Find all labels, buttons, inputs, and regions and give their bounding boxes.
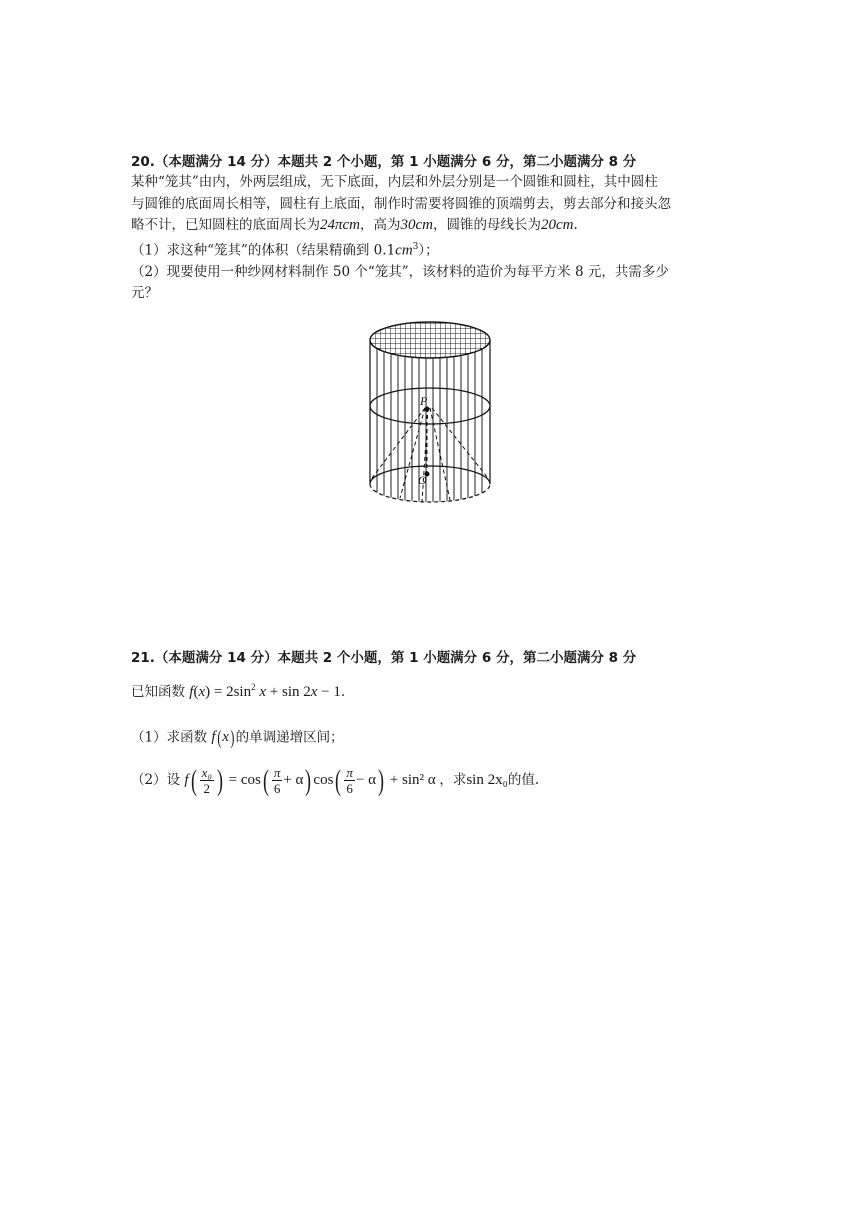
question-20-sub-1: [131, 237, 731, 262]
frac-den: 2: [203, 781, 210, 797]
cylinder-circumference: 24πcm: [320, 217, 361, 233]
frac-pi-a: π: [273, 765, 281, 781]
question-21: [131, 648, 731, 668]
line3-text-d: .: [573, 217, 578, 233]
question-20-heading: 20.（本题满分 14 分）本题共 2 个小题，第 1 小题满分 6 分，第二小题满分 8 分: [131, 154, 637, 170]
sub2-target: sin 2x₀: [466, 772, 508, 788]
question-20-line-3: [131, 215, 731, 237]
plus-alpha: + α: [283, 772, 304, 788]
line3-text-c: ，圆锥的母线长为: [433, 217, 542, 233]
line3-text-a: 略不计，已知圆柱的底面周长为: [131, 217, 320, 233]
sub1-text-a: （1）求函数: [131, 729, 208, 746]
sub2-text-c: 的值.: [507, 772, 540, 788]
question-20: [131, 152, 731, 305]
question-20-line-1: 某种“笼其”由内，外两层组成，无下底面，内层和外层分别是一个圆锥和圆柱，其中圆柱: [131, 174, 658, 190]
label-o: O: [418, 473, 427, 487]
question-20-line-2: 与圆锥的底面周长相等，圆柱有上底面，制作时需要将圆锥的顶端剪去，剪去部分和接头忽: [131, 195, 671, 212]
cone-lines: [372, 408, 488, 502]
line3-text-b: ，高为: [360, 217, 401, 233]
given-end: .: [340, 684, 346, 700]
question-21-sub-2: [131, 758, 731, 802]
cone-slant-height: 20cm: [541, 217, 574, 233]
sub2-tail: + sin² α: [389, 772, 436, 788]
minus-alpha: − α: [355, 772, 377, 788]
frac-pi-b: π: [346, 765, 353, 781]
label-p: P: [420, 394, 428, 408]
fraction-pi-over-6-b: [344, 765, 355, 796]
cage-figure: [360, 318, 500, 508]
sub1-fx: f(x): [211, 727, 235, 749]
question-20-sub-2-line-2: 元？: [131, 285, 158, 301]
sub2-cos-2: cos: [313, 772, 334, 788]
question-20-sub-2-line-1: （2）现要使用一种纱网材料制作 50 个“笼其”，该材料的造价为每平方米 8 元，共需多少: [131, 263, 669, 280]
given-text: 已知函数: [131, 684, 185, 700]
volume-unit-exponent: 3: [412, 241, 419, 252]
fraction-x0-over-2: [200, 765, 214, 796]
sub2-text-a: （2）设: [131, 772, 181, 788]
volume-unit: cm: [395, 242, 413, 258]
sub2-text-b: ，求: [439, 772, 467, 788]
frac-six-a: 6: [273, 781, 281, 797]
frac-num: x₀: [201, 765, 212, 781]
sub1-text-b: ）；: [418, 242, 439, 258]
given-formula: $f(x) = 2\sin^2$ x + sin 2x − 1: [189, 682, 341, 700]
sub2-formula: f( $\frac{\text{x₀}}{2}$ ) = cos( $\frac{\pi}{6}$ + α) cos( $\frac{\pi}{6}$ − α) + sin² α: [184, 763, 436, 797]
top-mesh: [370, 322, 490, 358]
question-21-sub-1: [131, 723, 731, 753]
sub1-text-b: 的单调递增区间；: [235, 729, 344, 746]
cylinder-height: 30cm: [400, 217, 434, 233]
sub2-eq-cos: = cos: [228, 772, 261, 788]
middle-ring: [370, 388, 490, 424]
frac-six-b: 6: [346, 781, 353, 797]
fraction-pi-over-6-a: [272, 765, 283, 796]
sub2-f: f: [184, 772, 189, 788]
question-21-given: [131, 677, 731, 704]
sub1-text-a: （1）求这种“笼其”的体积（结果精确到 0.1: [131, 242, 396, 258]
question-21-heading: 21.（本题满分 14 分）本题共 2 个小题，第 1 小题满分 6 分，第二小题满分 8 分: [131, 650, 637, 666]
